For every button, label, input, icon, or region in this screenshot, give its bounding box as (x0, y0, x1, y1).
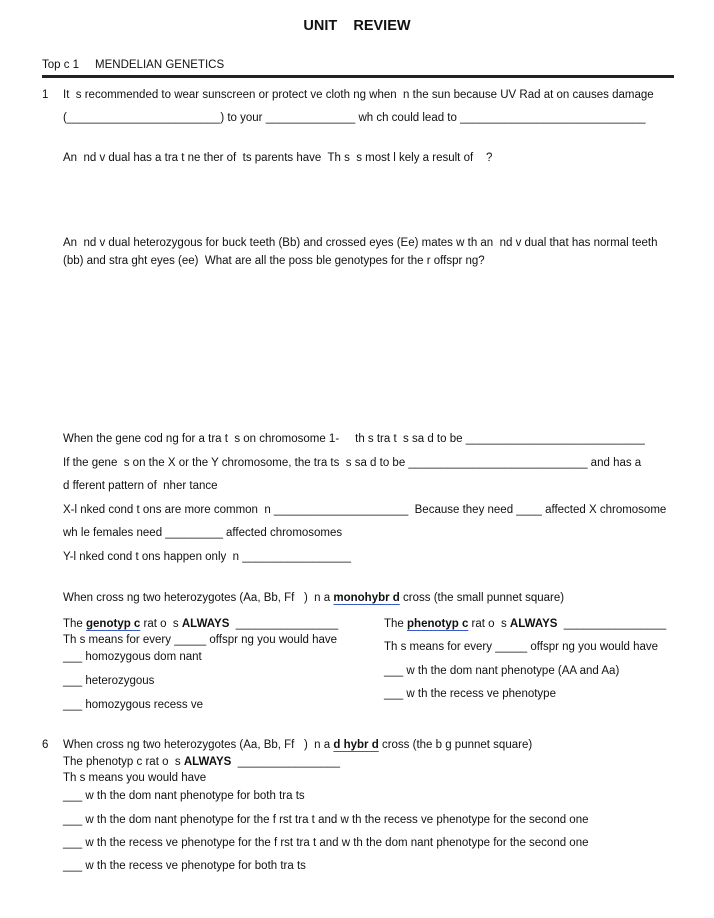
heading-divider (42, 75, 674, 78)
question-6-ratio-blank: ________________ (231, 756, 341, 768)
question-1-line-2: (________________________) to your ______________ wh ch could lead to _____________________________ (63, 112, 646, 124)
phenotypic-always: ALWAYS (509, 618, 558, 630)
page-title: UNIT REVIEW (303, 18, 411, 34)
question-6-intro-end: cross (the b g punnet square) (378, 739, 533, 751)
question-6-line-1: Th s means you would have (63, 772, 207, 784)
question-3-line-2: (bb) and stra ght eyes (ee) What are all the poss ble genotypes for the r offspr ng? (63, 255, 485, 267)
question-4-line-2: If the gene s on the X or the Y chromosome, the tra ts s sa d to be ____________________________ and has a (63, 457, 642, 469)
genotypic-heading-prefix: The (63, 618, 87, 630)
question-4-line-1: When the gene cod ng for a tra t s on chromosome 1- th s tra t s sa d to be ____________________________ (63, 433, 645, 445)
phenotypic-line-2: ___ w th the dom nant phenotype (AA and Aa) (384, 665, 620, 677)
question-6-always: ALWAYS (183, 756, 232, 768)
dihybrid-term: d hybr d (333, 739, 379, 751)
genotypic-blank: ________________ (229, 618, 339, 630)
monohybrid-term: monohybr d (333, 592, 400, 604)
topic-heading: Top c 1 MENDELIAN GENETICS (42, 59, 225, 71)
question-6-ratio-prefix: The phenotyp c rat o s (63, 756, 184, 768)
question-5-intro-end: cross (the small punnet square) (399, 592, 565, 604)
genotypic-line-2: ___ homozygous dom nant (63, 651, 202, 663)
genotypic-line-4: ___ homozygous recess ve (63, 699, 203, 711)
phenotypic-heading-mid: rat o s (468, 618, 510, 630)
question-4-line-5: wh le females need _________ affected chromosomes (63, 527, 343, 539)
question-5-intro-text: When cross ng two heterozygotes (Aa, Bb, Ff ) n a (63, 592, 334, 604)
question-3-line-1: An nd v dual heterozygous for buck teeth (Bb) and crossed eyes (Ee) mates w th an nd v dual that has normal teeth (63, 237, 658, 249)
question-4-line-6: Y-l nked cond t ons happen only n _________________ (63, 551, 351, 563)
phenotypic-heading-prefix: The (384, 618, 408, 630)
genotypic-line-3: ___ heterozygous (63, 675, 155, 687)
genotypic-term: genotyp c (86, 618, 141, 630)
phenotypic-blank: ________________ (557, 618, 667, 630)
question-6-line-5: ___ w th the recess ve phenotype for both tra ts (63, 860, 306, 872)
question-2: An nd v dual has a tra t ne ther of ts parents have Th s s most l kely a result of ? (63, 152, 493, 164)
question-6-line-2: ___ w th the dom nant phenotype for both tra ts (63, 790, 305, 802)
question-6-line-3: ___ w th the dom nant phenotype for the f rst tra t and w th the recess ve phenotype for the second one (63, 814, 589, 826)
question-6-line-4: ___ w th the recess ve phenotype for the f rst tra t and w th the dom nant phenotype for the second one (63, 837, 589, 849)
question-5-intro (63, 591, 564, 605)
question-1-line-1: It s recommended to wear sunscreen or protect ve cloth ng when n the sun because UV Rad at on causes damage (63, 89, 654, 101)
question-6-ratio (63, 755, 340, 769)
phenotypic-line-3: ___ w th the recess ve phenotype (384, 688, 556, 700)
question-6-intro (63, 738, 532, 752)
question-4-line-4: X-l nked cond t ons are more common n _____________________ Because they need ____ affected X chromosome (63, 504, 667, 516)
genotypic-always: ALWAYS (181, 618, 230, 630)
genotypic-ratio-heading (63, 617, 338, 631)
phenotypic-ratio-heading (384, 617, 666, 631)
question-4-line-3: d fferent pattern of nher tance (63, 480, 218, 492)
genotypic-line-1: Th s means for every _____ offspr ng you would have (63, 634, 338, 646)
question-6-intro-text: When cross ng two heterozygotes (Aa, Bb, Ff ) n a (63, 739, 334, 751)
question-1-number: 1 (42, 89, 49, 101)
question-6-number: 6 (42, 739, 49, 751)
genotypic-heading-mid: rat o s (140, 618, 182, 630)
phenotypic-line-1: Th s means for every _____ offspr ng you would have (384, 641, 659, 653)
phenotypic-term: phenotyp c (407, 618, 469, 630)
